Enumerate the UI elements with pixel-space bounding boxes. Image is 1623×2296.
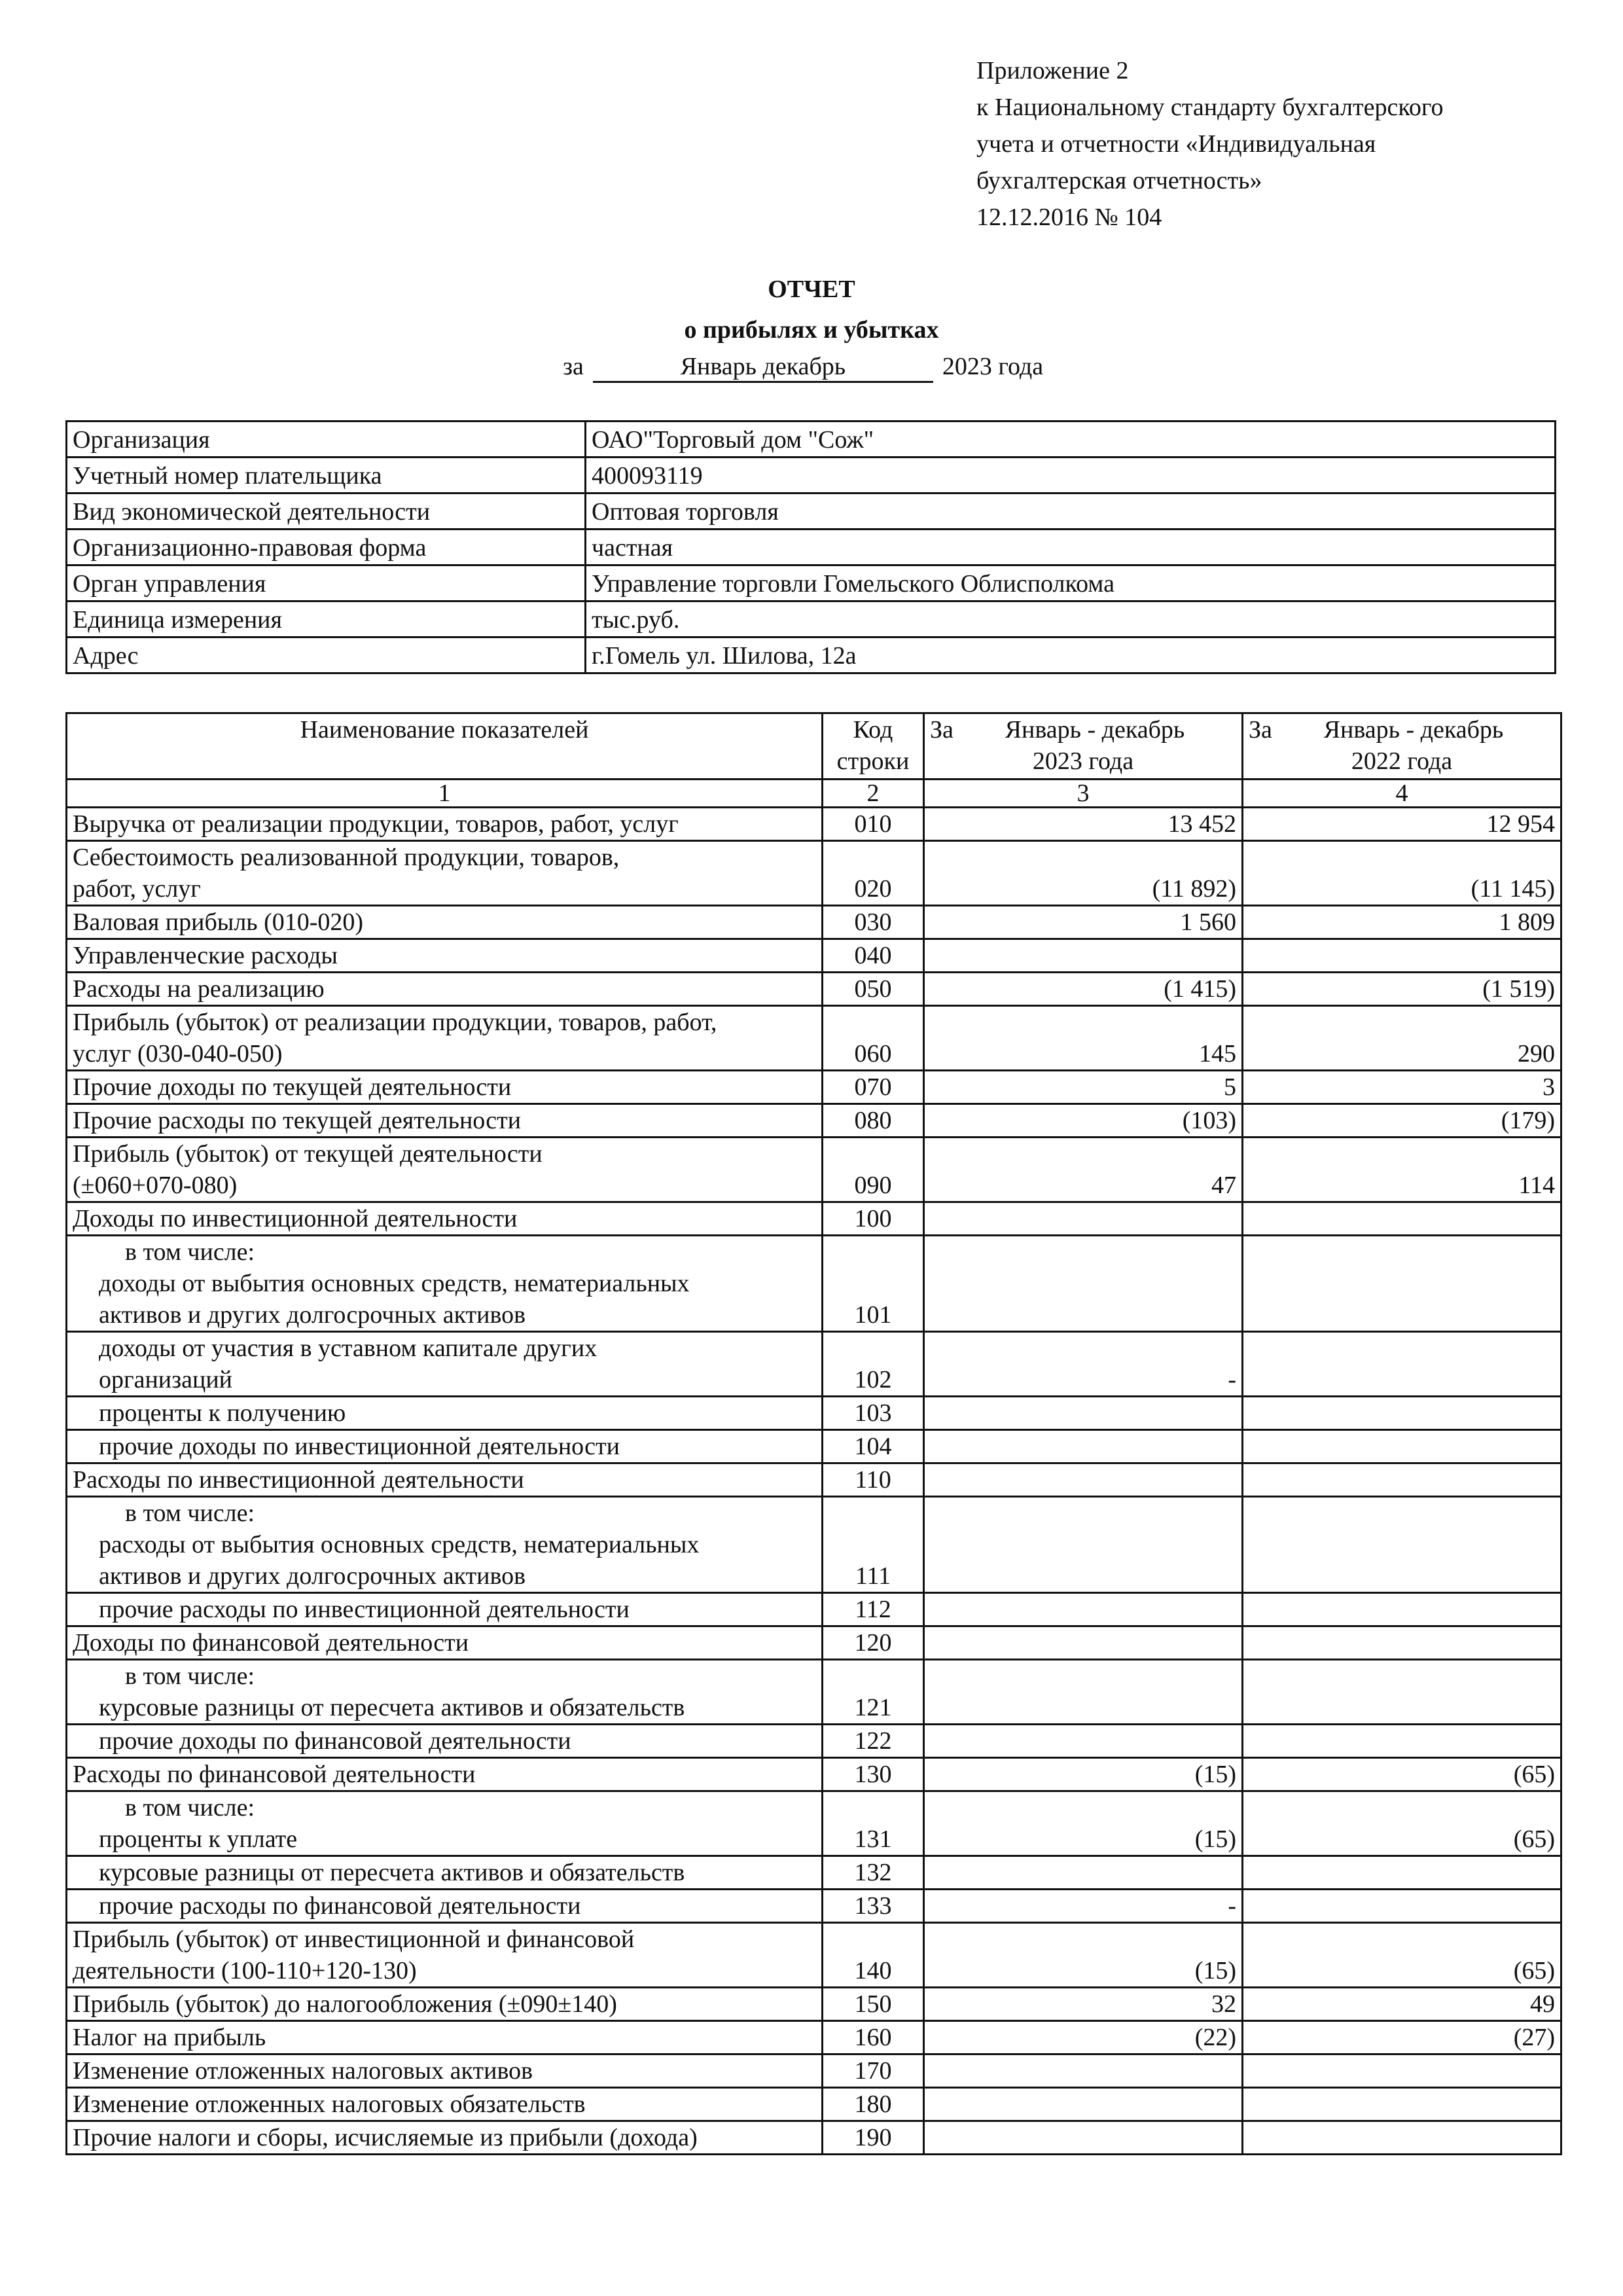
header-code-line: Код bbox=[853, 716, 893, 744]
row-value-2022 bbox=[1243, 1660, 1561, 1725]
row-intro: в том числе: bbox=[125, 1238, 255, 1266]
row-value-2023: 13 452 bbox=[924, 808, 1243, 841]
row-code: 132 bbox=[823, 1856, 924, 1890]
row-value-2022 bbox=[1243, 1593, 1561, 1626]
row-value-2022 bbox=[1243, 1236, 1561, 1332]
row-name bbox=[67, 2121, 823, 2155]
appendix-note bbox=[976, 52, 1578, 236]
row-code: 150 bbox=[823, 1988, 924, 2021]
row-code: 050 bbox=[823, 973, 924, 1006]
table-row bbox=[67, 1104, 1561, 1138]
row-intro: в том числе: bbox=[125, 1662, 255, 1690]
row-code: 030 bbox=[823, 906, 924, 939]
header-col3-period: Январь - декабрь bbox=[1005, 716, 1185, 744]
row-name bbox=[67, 973, 823, 1006]
info-label: Учетный номер плательщика bbox=[67, 457, 586, 493]
row-name-line: организаций bbox=[99, 1366, 233, 1393]
row-name-line: доходы от участия в уставном капитале других bbox=[99, 1335, 597, 1362]
row-name-line: Прочие налоги и сборы, исчисляемые из прибыли (дохода) bbox=[73, 2124, 698, 2151]
info-row bbox=[67, 565, 1556, 601]
table-row bbox=[67, 808, 1561, 841]
header-col4-prefix: За bbox=[1249, 716, 1272, 744]
row-value-2023 bbox=[924, 1593, 1243, 1626]
period-prefix: за bbox=[563, 353, 584, 380]
row-code: 170 bbox=[823, 2054, 924, 2088]
row-name bbox=[67, 1890, 823, 1923]
table-row bbox=[67, 1593, 1561, 1626]
row-name bbox=[67, 1626, 823, 1660]
row-name-line: Управленческие расходы bbox=[73, 942, 338, 969]
info-label: Вид экономической деятельности bbox=[67, 493, 586, 529]
table-row bbox=[67, 2054, 1561, 2088]
row-value-2022 bbox=[1243, 1725, 1561, 1758]
header-code bbox=[823, 713, 924, 780]
info-value: тыс.руб. bbox=[586, 601, 1556, 637]
row-value-2022 bbox=[1243, 1332, 1561, 1397]
row-value-2023 bbox=[924, 2121, 1243, 2155]
row-value-2022: 12 954 bbox=[1243, 808, 1561, 841]
row-name-line: активов и других долгосрочных активов bbox=[99, 1301, 526, 1329]
row-value-2022: (65) bbox=[1243, 1791, 1561, 1856]
table-row bbox=[67, 2121, 1561, 2155]
row-value-2023 bbox=[924, 1660, 1243, 1725]
row-name bbox=[67, 906, 823, 939]
header-col3-prefix: За bbox=[930, 716, 954, 744]
row-code: 102 bbox=[823, 1332, 924, 1397]
table-row bbox=[67, 973, 1561, 1006]
table-row bbox=[67, 2021, 1561, 2054]
row-name-line: Прибыль (убыток) от реализации продукции, товаров, работ, bbox=[73, 1009, 717, 1036]
row-value-2023: (15) bbox=[924, 1791, 1243, 1856]
row-value-2022: 1 809 bbox=[1243, 906, 1561, 939]
row-value-2022: (27) bbox=[1243, 2021, 1561, 2054]
info-row bbox=[67, 637, 1556, 673]
column-numbers-row bbox=[67, 780, 1561, 808]
row-value-2022: (65) bbox=[1243, 1923, 1561, 1988]
row-name bbox=[67, 1791, 823, 1856]
row-value-2023: 47 bbox=[924, 1138, 1243, 1202]
row-value-2023: - bbox=[924, 1890, 1243, 1923]
row-value-2023 bbox=[924, 1626, 1243, 1660]
row-value-2022 bbox=[1243, 1397, 1561, 1430]
row-name bbox=[67, 1660, 823, 1725]
info-row bbox=[67, 457, 1556, 493]
table-row bbox=[67, 1202, 1561, 1236]
row-value-2023: 145 bbox=[924, 1006, 1243, 1071]
row-name-line: Расходы на реализацию bbox=[73, 975, 325, 1003]
row-value-2022 bbox=[1243, 1626, 1561, 1660]
row-value-2022 bbox=[1243, 1856, 1561, 1890]
row-code: 131 bbox=[823, 1791, 924, 1856]
column-number: 3 bbox=[924, 780, 1243, 808]
row-name bbox=[67, 1236, 823, 1332]
table-row bbox=[67, 1725, 1561, 1758]
info-row bbox=[67, 493, 1556, 529]
row-name-line: Изменение отложенных налоговых активов bbox=[73, 2057, 533, 2085]
row-name-line: Доходы по инвестиционной деятельности bbox=[73, 1205, 518, 1232]
table-row bbox=[67, 841, 1561, 906]
row-name bbox=[67, 1202, 823, 1236]
row-name-line: проценты к получению bbox=[99, 1399, 346, 1427]
table-row bbox=[67, 939, 1561, 973]
row-code: 140 bbox=[823, 1923, 924, 1988]
row-value-2022: 114 bbox=[1243, 1138, 1561, 1202]
row-name-line: (±060+070-080) bbox=[73, 1172, 238, 1199]
row-name-line: прочие расходы по инвестиционной деятельности bbox=[99, 1596, 630, 1623]
row-value-2023: (103) bbox=[924, 1104, 1243, 1138]
row-code: 122 bbox=[823, 1725, 924, 1758]
period-year: 2023 года bbox=[942, 353, 1044, 380]
row-value-2022 bbox=[1243, 1463, 1561, 1497]
organization-info-table bbox=[65, 420, 1556, 674]
row-name bbox=[67, 1006, 823, 1071]
table-row bbox=[67, 1791, 1561, 1856]
row-value-2023 bbox=[924, 1725, 1243, 1758]
row-value-2023 bbox=[924, 939, 1243, 973]
row-code: 040 bbox=[823, 939, 924, 973]
row-name-line: Прочие расходы по текущей деятельности bbox=[73, 1107, 522, 1134]
header-col3 bbox=[924, 713, 1243, 780]
report-title: ОТЧЕТ bbox=[768, 276, 855, 303]
row-name-line: Расходы по инвестиционной деятельности bbox=[73, 1466, 524, 1494]
info-label: Организация bbox=[67, 422, 586, 457]
report-period bbox=[563, 352, 1043, 383]
table-row bbox=[67, 1236, 1561, 1332]
row-code: 110 bbox=[823, 1463, 924, 1497]
header-col3-year: 2023 года bbox=[1032, 747, 1134, 775]
row-name-line: услуг (030-040-050) bbox=[73, 1040, 283, 1067]
info-label: Орган управления bbox=[67, 565, 586, 601]
table-row bbox=[67, 1138, 1561, 1202]
row-value-2022: (65) bbox=[1243, 1758, 1561, 1791]
header-code-line: строки bbox=[836, 747, 910, 775]
info-row bbox=[67, 601, 1556, 637]
row-value-2023: - bbox=[924, 1332, 1243, 1397]
report-subtitle: о прибылях и убытках bbox=[684, 316, 939, 344]
row-name bbox=[67, 1923, 823, 1988]
info-label: Организационно-правовая форма bbox=[67, 529, 586, 565]
row-name bbox=[67, 1593, 823, 1626]
row-name bbox=[67, 1138, 823, 1202]
row-name bbox=[67, 1430, 823, 1463]
row-code: 121 bbox=[823, 1660, 924, 1725]
row-name bbox=[67, 841, 823, 906]
row-name-line: Доходы по финансовой деятельности bbox=[73, 1629, 469, 1657]
table-row bbox=[67, 1071, 1561, 1104]
table-row bbox=[67, 1497, 1561, 1593]
row-code: 010 bbox=[823, 808, 924, 841]
row-code: 190 bbox=[823, 2121, 924, 2155]
row-value-2022 bbox=[1243, 1202, 1561, 1236]
row-code: 090 bbox=[823, 1138, 924, 1202]
appendix-line: к Национальному стандарту бухгалтерского bbox=[976, 94, 1444, 121]
info-value: Управление торговли Гомельского Облисполкома bbox=[586, 565, 1556, 601]
table-row bbox=[67, 906, 1561, 939]
table-row bbox=[67, 1890, 1561, 1923]
row-name-line: деятельности (100-110+120-130) bbox=[73, 1957, 417, 1984]
row-name-line: Расходы по финансовой деятельности bbox=[73, 1761, 476, 1788]
row-name bbox=[67, 1071, 823, 1104]
row-code: 112 bbox=[823, 1593, 924, 1626]
row-code: 160 bbox=[823, 2021, 924, 2054]
table-row bbox=[67, 2088, 1561, 2121]
header-col4-year: 2022 года bbox=[1351, 747, 1453, 775]
appendix-line: бухгалтерская отчетность» bbox=[976, 167, 1262, 194]
info-label: Адрес bbox=[67, 637, 586, 673]
column-number: 4 bbox=[1243, 780, 1561, 808]
row-value-2022 bbox=[1243, 2121, 1561, 2155]
row-name bbox=[67, 2088, 823, 2121]
row-name-line: Прибыль (убыток) от текущей деятельности bbox=[73, 1140, 543, 1168]
appendix-line: Приложение 2 bbox=[976, 57, 1129, 84]
row-name-line: Себестоимость реализованной продукции, товаров, bbox=[73, 844, 620, 871]
row-code: 111 bbox=[823, 1497, 924, 1593]
row-value-2022 bbox=[1243, 939, 1561, 973]
header-col4 bbox=[1243, 713, 1561, 780]
row-code: 104 bbox=[823, 1430, 924, 1463]
row-name bbox=[67, 2054, 823, 2088]
row-name bbox=[67, 1758, 823, 1791]
row-intro: в том числе: bbox=[125, 1499, 255, 1527]
table-row bbox=[67, 1856, 1561, 1890]
column-number: 1 bbox=[67, 780, 823, 808]
table-row bbox=[67, 1988, 1561, 2021]
row-code: 060 bbox=[823, 1006, 924, 1071]
row-value-2022: 3 bbox=[1243, 1071, 1561, 1104]
row-value-2023 bbox=[924, 1202, 1243, 1236]
table-header bbox=[67, 713, 1561, 780]
row-name-line: Прибыль (убыток) от инвестиционной и финансовой bbox=[73, 1926, 635, 1953]
row-value-2022 bbox=[1243, 2054, 1561, 2088]
row-value-2022 bbox=[1243, 1430, 1561, 1463]
row-name-line: активов и других долгосрочных активов bbox=[99, 1562, 526, 1590]
row-name-line: доходы от выбытия основных средств, нематериальных bbox=[99, 1270, 690, 1297]
row-name bbox=[67, 1332, 823, 1397]
row-name-line: расходы от выбытия основных средств, нематериальных bbox=[99, 1531, 700, 1558]
row-value-2023: 5 bbox=[924, 1071, 1243, 1104]
header-col4-period: Январь - декабрь bbox=[1323, 716, 1504, 744]
info-value: частная bbox=[586, 529, 1556, 565]
appendix-line: учета и отчетности «Индивидуальная bbox=[976, 130, 1376, 158]
row-value-2022 bbox=[1243, 1497, 1561, 1593]
row-name-line: Прочие доходы по текущей деятельности bbox=[73, 1073, 512, 1101]
info-value: 400093119 bbox=[586, 457, 1556, 493]
row-value-2023: (15) bbox=[924, 1758, 1243, 1791]
row-code: 130 bbox=[823, 1758, 924, 1791]
row-value-2023 bbox=[924, 1856, 1243, 1890]
row-name-line: прочие доходы по финансовой деятельности bbox=[99, 1727, 571, 1755]
row-value-2022: (179) bbox=[1243, 1104, 1561, 1138]
row-value-2023 bbox=[924, 1236, 1243, 1332]
row-code: 180 bbox=[823, 2088, 924, 2121]
row-value-2022 bbox=[1243, 2088, 1561, 2121]
row-name bbox=[67, 1497, 823, 1593]
row-value-2023 bbox=[924, 1430, 1243, 1463]
row-intro: в том числе: bbox=[125, 1794, 255, 1821]
table-row bbox=[67, 1430, 1561, 1463]
header-name: Наименование показателей bbox=[67, 713, 823, 780]
row-name-line: Изменение отложенных налоговых обязательств bbox=[73, 2090, 586, 2118]
profit-loss-table bbox=[65, 712, 1562, 2155]
row-value-2022: 290 bbox=[1243, 1006, 1561, 1071]
row-name-line: работ, услуг bbox=[73, 875, 201, 903]
row-code: 133 bbox=[823, 1890, 924, 1923]
row-name-line: Налог на прибыль bbox=[73, 2024, 266, 2051]
row-name-line: Прибыль (убыток) до налогообложения (±090±140) bbox=[73, 1990, 617, 2018]
row-name-line: курсовые разницы от пересчета активов и обязательств bbox=[99, 1694, 685, 1721]
row-code: 080 bbox=[823, 1104, 924, 1138]
row-value-2023: (22) bbox=[924, 2021, 1243, 2054]
row-name-line: прочие доходы по инвестиционной деятельности bbox=[99, 1433, 620, 1460]
row-code: 070 bbox=[823, 1071, 924, 1104]
row-name bbox=[67, 1463, 823, 1497]
row-code: 120 bbox=[823, 1626, 924, 1660]
row-value-2022: (1 519) bbox=[1243, 973, 1561, 1006]
table-row bbox=[67, 1006, 1561, 1071]
row-name-line: курсовые разницы от пересчета активов и обязательств bbox=[99, 1859, 685, 1886]
row-value-2023: (11 892) bbox=[924, 841, 1243, 906]
period-value: Январь декабрь bbox=[593, 352, 933, 383]
row-value-2023: (1 415) bbox=[924, 973, 1243, 1006]
row-code: 101 bbox=[823, 1236, 924, 1332]
table-row bbox=[67, 1660, 1561, 1725]
row-value-2023 bbox=[924, 2054, 1243, 2088]
row-value-2023 bbox=[924, 2088, 1243, 2121]
row-name bbox=[67, 939, 823, 973]
row-value-2023: 32 bbox=[924, 1988, 1243, 2021]
table-row bbox=[67, 1332, 1561, 1397]
row-name-line: проценты к уплате bbox=[99, 1825, 298, 1853]
row-value-2023: 1 560 bbox=[924, 906, 1243, 939]
row-name bbox=[67, 2021, 823, 2054]
info-value: Оптовая торговля bbox=[586, 493, 1556, 529]
row-code: 020 bbox=[823, 841, 924, 906]
table-row bbox=[67, 1463, 1561, 1497]
row-value-2022: (11 145) bbox=[1243, 841, 1561, 906]
row-name-line: Валовая прибыль (010-020) bbox=[73, 908, 364, 936]
row-name bbox=[67, 1856, 823, 1890]
row-value-2022: 49 bbox=[1243, 1988, 1561, 2021]
row-code: 100 bbox=[823, 1202, 924, 1236]
row-value-2023: (15) bbox=[924, 1923, 1243, 1988]
row-name bbox=[67, 1397, 823, 1430]
row-value-2023 bbox=[924, 1397, 1243, 1430]
row-name bbox=[67, 1988, 823, 2021]
row-value-2023 bbox=[924, 1497, 1243, 1593]
table-row bbox=[67, 1626, 1561, 1660]
info-row bbox=[67, 529, 1556, 565]
row-value-2022 bbox=[1243, 1890, 1561, 1923]
info-label: Единица измерения bbox=[67, 601, 586, 637]
row-value-2023 bbox=[924, 1463, 1243, 1497]
row-name bbox=[67, 808, 823, 841]
table-row bbox=[67, 1758, 1561, 1791]
info-value: ОАО"Торговый дом "Сож" bbox=[586, 422, 1556, 457]
row-name bbox=[67, 1104, 823, 1138]
row-name-line: прочие расходы по финансовой деятельности bbox=[99, 1892, 581, 1920]
row-code: 103 bbox=[823, 1397, 924, 1430]
row-name-line: Выручка от реализации продукции, товаров, работ, услуг bbox=[73, 810, 679, 838]
row-name bbox=[67, 1725, 823, 1758]
column-number: 2 bbox=[823, 780, 924, 808]
info-row bbox=[67, 422, 1556, 457]
appendix-line: 12.12.2016 № 104 bbox=[976, 204, 1162, 231]
info-value: г.Гомель ул. Шилова, 12а bbox=[586, 637, 1556, 673]
table-row bbox=[67, 1923, 1561, 1988]
table-row bbox=[67, 1397, 1561, 1430]
